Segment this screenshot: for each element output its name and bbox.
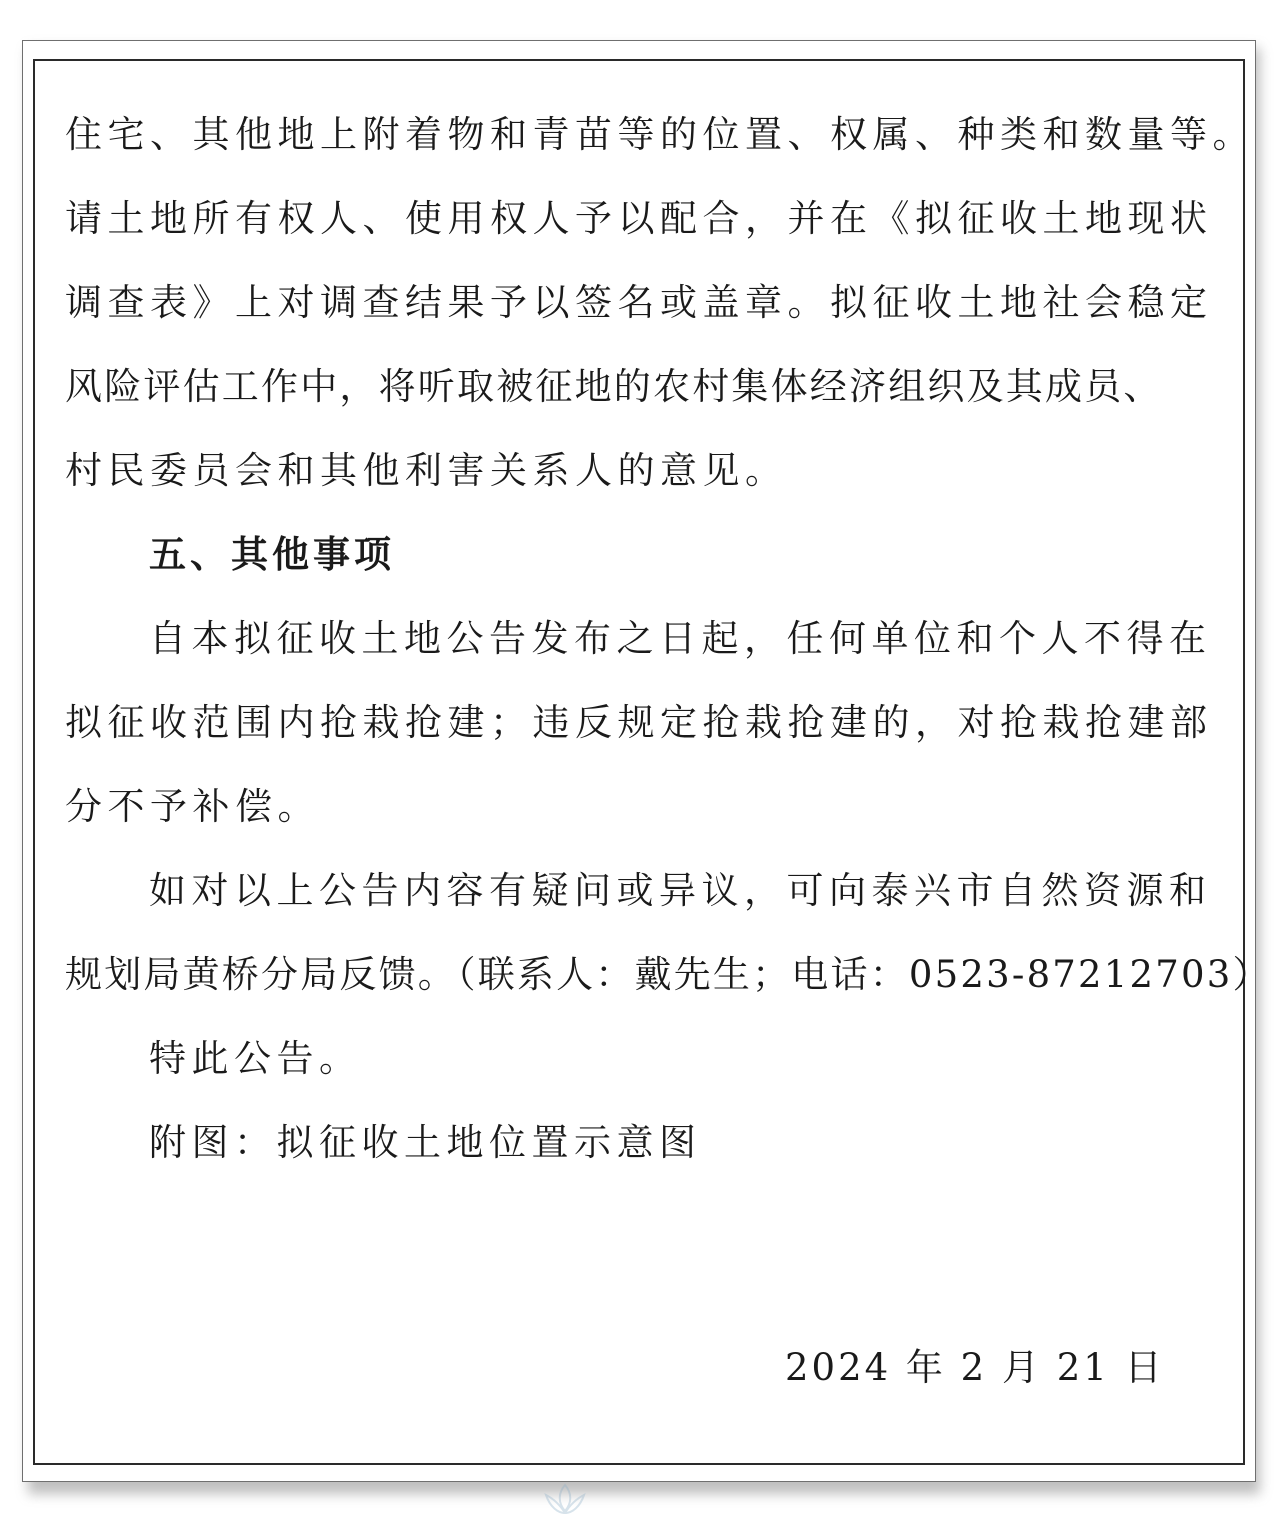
section-heading: 五、其他事项: [149, 533, 395, 576]
document-date: 2024 年 2 月 21 日: [785, 1346, 1165, 1389]
paragraph-line: 住宅、其他地上附着物和青苗等的位置、权属、种类和数量等。: [65, 113, 1255, 156]
section-paragraph-line: 拟征收范围内抢栽抢建；违反规定抢栽抢建的，对抢栽抢建部: [65, 701, 1213, 744]
contact-line: 规划局黄桥分局反馈。（联系人：戴先生；电话：0523-87212703）: [65, 953, 1272, 996]
section-paragraph-line: 自本拟征收土地公告发布之日起，任何单位和个人不得在: [149, 617, 1212, 660]
document-body: [65, 93, 1272, 1185]
paragraph-line: 调查表》上对调查结果予以签名或盖章。拟征收土地社会稳定: [65, 281, 1213, 324]
section-paragraph-line: 分不予补偿。: [65, 785, 320, 828]
paragraph-line: 村民委员会和其他利害关系人的意见。: [65, 449, 788, 492]
lotus-logo-icon: [538, 1481, 592, 1519]
paragraph-line: 请土地所有权人、使用权人予以配合，并在《拟征收土地现状: [65, 197, 1213, 240]
document-page: [22, 40, 1272, 1482]
document-frame: [33, 59, 1272, 1465]
attachment-line: 附图：拟征收土地位置示意图: [149, 1121, 702, 1164]
paragraph-line: 风险评估工作中，将听取被征地的农村集体经济组织及其成员、: [65, 365, 1163, 408]
contact-line: 如对以上公告内容有疑问或异议，可向泰兴市自然资源和: [149, 869, 1212, 912]
closing-line: 特此公告。: [149, 1037, 362, 1080]
watermark: [538, 1480, 592, 1520]
